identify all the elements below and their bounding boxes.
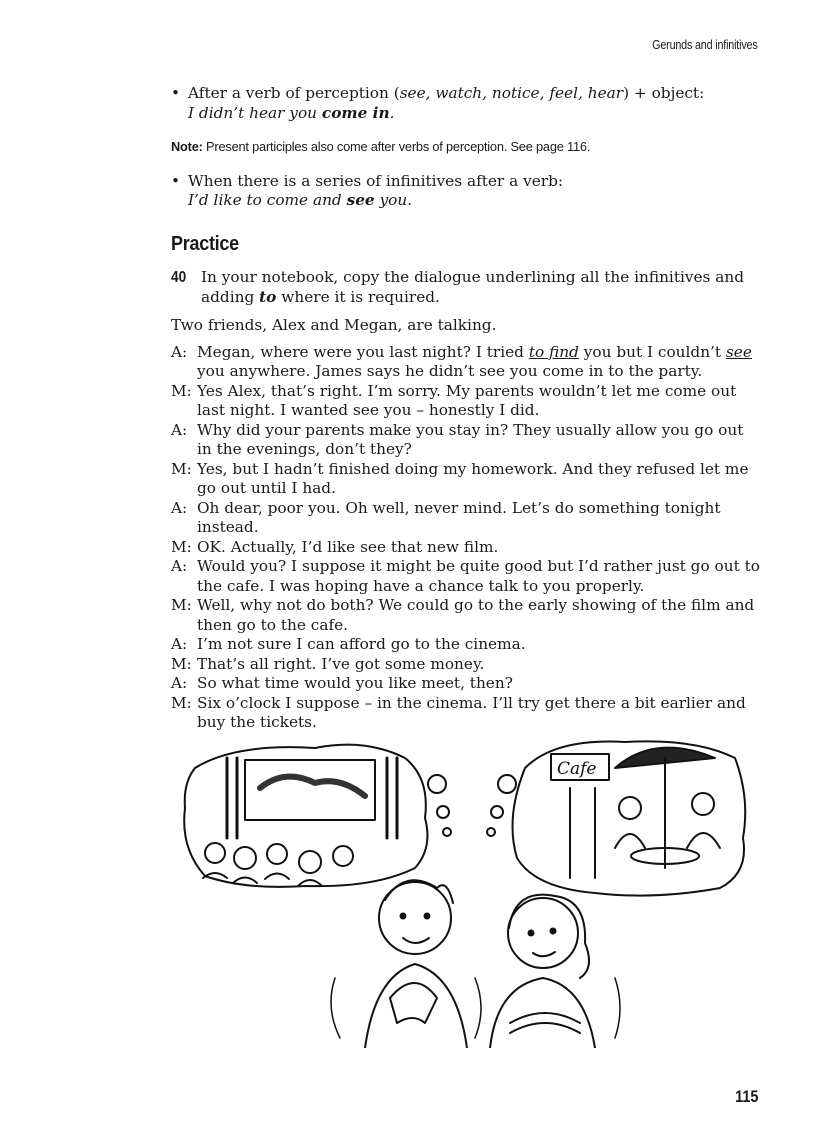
dialogue-line: M: That’s all right. I’ve got some money. [171, 654, 485, 673]
bullet-icon: • [171, 171, 181, 190]
speaker: A: [171, 635, 188, 653]
thought-bubble-cinema [184, 745, 427, 887]
speaker: M: [171, 459, 192, 478]
girl-clapping [331, 880, 481, 1048]
dialogue-line: A: Would you? I suppose it might be quite good but I’d rather just go out to the cafe. I was hoping have a chance talk to you properly. [171, 557, 760, 595]
page-number: 115 [734, 1087, 758, 1106]
speaker: A: [171, 342, 188, 361]
exercise-number: 40 [171, 269, 187, 286]
cartoon-illustration [175, 728, 755, 1048]
section-heading: Practice [171, 232, 239, 255]
dialogue [171, 343, 761, 733]
rule-text: After a verb of perception (see, watch, notice, feel, hear) + object: [188, 84, 705, 102]
rule-text: When there is a series of infinitives after a verb: [188, 171, 564, 190]
dialogue-line: A: Megan, where were you last night? I tried to find you but I couldn’t see you anywhere. James says he didn’t see you come in to the party. [171, 342, 752, 380]
speaker: A: [171, 420, 188, 439]
dialogue-line: A: So what time would you like meet, then? [171, 674, 513, 692]
dialogue-line: M: Six o’clock I suppose – in the cinema. I’ll try get there a bit earlier and buy the tickets. [171, 693, 746, 731]
exercise-instruction: 40 In your notebook, copy the dialogue underlining all the infinitives and adding to where it is required. [171, 268, 745, 306]
dialogue-line: M: OK. Actually, I’d like see that new film. [171, 537, 499, 556]
rule-example: I didn’t hear you come in. [188, 103, 395, 122]
dialogue-line: A: Oh dear, poor you. Oh well, never mind. Let’s do something tonight instead. [171, 498, 721, 536]
speaker: A: [171, 557, 188, 575]
speaker: A: [171, 498, 188, 517]
dialogue-line: M: Well, why not do both? We could go to the early showing of the film and then go to the cafe. [171, 596, 755, 634]
speaker: M: [171, 381, 192, 400]
dialogue-line: A: Why did your parents make you stay in? They usually allow you go out in the evenings, don’t they? [171, 420, 744, 458]
note: Note: Present participles also come after verbs of perception. See page 116. [171, 139, 591, 154]
dialogue-line: A: I’m not sure I can afford go to the cinema. [171, 635, 526, 653]
speaker: M: [171, 537, 192, 556]
exercise-intro: Two friends, Alex and Megan, are talking. [171, 316, 497, 334]
page-content [171, 84, 761, 733]
girl-arms-crossed [490, 895, 620, 1048]
dialogue-line: M: Yes, but I hadn’t finished doing my homework. And they refused let me go out until I had. [171, 459, 749, 497]
speaker: M: [171, 693, 192, 712]
speaker: A: [171, 674, 188, 692]
rule-example: I’d like to come and see you. [188, 191, 413, 209]
running-header: Gerunds and infinitives [652, 38, 758, 52]
speaker: M: [171, 654, 192, 673]
rule-series [171, 172, 761, 211]
dialogue-line: M: Yes Alex, that’s right. I’m sorry. My parents wouldn’t let me come out last night. I wanted see you – honestly I did. [171, 381, 737, 419]
rule-perception [171, 84, 761, 123]
cafe-sign: Cafe [557, 759, 597, 779]
speaker: M: [171, 596, 192, 614]
bullet-icon: • [171, 84, 181, 102]
